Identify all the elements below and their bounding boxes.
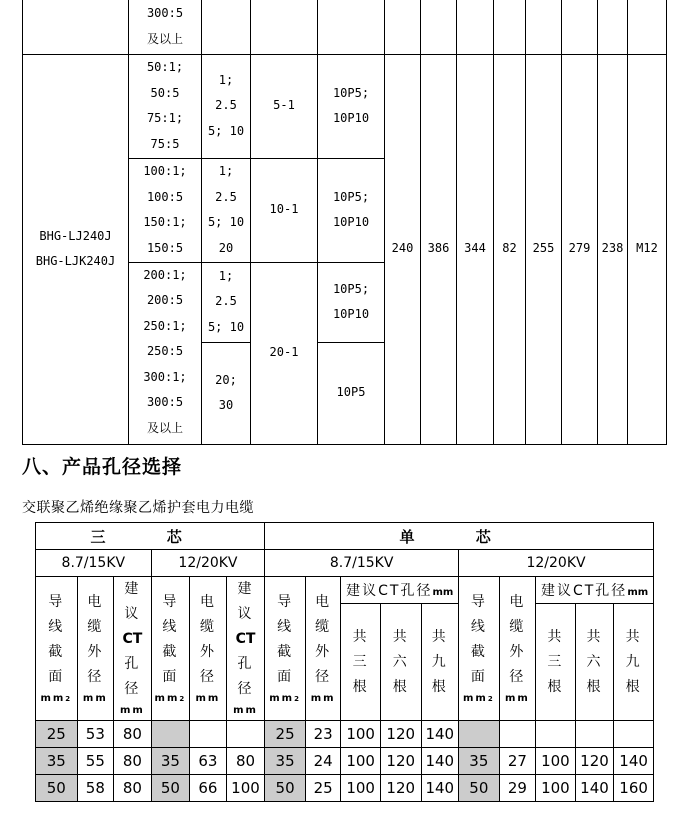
header-char: 截: [277, 643, 294, 660]
header-char: 外: [315, 643, 332, 660]
voltage-header: 12/20KV: [151, 550, 265, 577]
dimension-cell: 82: [494, 54, 526, 444]
ct-header-unit: mm: [627, 587, 649, 599]
current-line: 30: [218, 398, 234, 412]
current-line: 2.5: [215, 294, 237, 309]
class-cell: [318, 342, 385, 444]
header-char: 根: [625, 678, 642, 695]
voltage-header: 12/20KV: [459, 550, 654, 577]
cell: 80: [226, 748, 265, 775]
qty-six-header: [380, 604, 421, 721]
class-line: 10P5: [336, 385, 366, 400]
cell: 25: [36, 721, 78, 748]
bore-table: [35, 522, 654, 802]
header-char: 导: [48, 593, 65, 610]
blank-cell: [628, 0, 667, 54]
cell: 100: [341, 775, 381, 802]
header-char: CT: [122, 631, 143, 647]
diameter-col-header: [305, 577, 341, 721]
voltage-header: 8.7/15KV: [36, 550, 152, 577]
ct-header-unit: mm: [432, 587, 454, 599]
range-cell: 5-1: [251, 54, 318, 158]
current-line: 5; 10: [207, 215, 245, 229]
header-char: 六: [586, 653, 603, 670]
header-char: 共: [586, 628, 603, 645]
range-cell: 10-1: [251, 158, 318, 262]
header-char: 建: [124, 581, 141, 597]
current-cell: [202, 342, 251, 444]
ratio-cell: [129, 54, 202, 158]
ratio-line: 75:5: [150, 136, 180, 151]
table-row: [36, 721, 654, 748]
class-cell: [318, 54, 385, 158]
header-char: 共: [547, 628, 564, 645]
unit-label: [459, 690, 499, 708]
cell: 35: [265, 748, 306, 775]
header-char: 截: [470, 643, 487, 660]
cell: 160: [614, 775, 654, 802]
header-char: 线: [48, 618, 65, 635]
cell: 100: [226, 775, 265, 802]
qty-three-header: [536, 604, 576, 721]
cell: 35: [459, 748, 500, 775]
header-char: 根: [547, 678, 564, 695]
blank-cell: [385, 0, 421, 54]
ct-group-header: [536, 577, 654, 604]
cell: 50: [36, 775, 78, 802]
unit-sup: 2: [179, 694, 187, 703]
current-cell: [202, 262, 251, 342]
cell: 50: [459, 775, 500, 802]
header-char: 电: [509, 593, 526, 610]
range-cell: 20-1: [251, 262, 318, 444]
header-char: 九: [431, 653, 448, 670]
header-char: 根: [392, 678, 409, 695]
header-char: 缆: [87, 618, 104, 635]
unit-sup: 2: [487, 694, 495, 703]
unit-label: mm: [195, 692, 221, 704]
blank-cell: [562, 0, 598, 54]
header-char: 缆: [315, 618, 332, 635]
ratio-line: 及以上: [146, 420, 183, 435]
cell: 66: [190, 775, 227, 802]
section-title: 八、产品孔径选择: [22, 456, 183, 478]
ratio-line: 150:5: [146, 240, 184, 255]
ct-header-text: 建议CT孔径: [346, 583, 433, 600]
header-char: 议: [124, 606, 141, 622]
diameter-col-header: [77, 577, 114, 721]
cell: 55: [77, 748, 114, 775]
table-row: [36, 550, 654, 577]
current-line: 1;: [218, 72, 234, 87]
header-char: 面: [48, 668, 65, 685]
cell: 23: [305, 721, 341, 748]
current-line: 2.5: [215, 98, 237, 113]
model-line: BHG-LJ240J: [39, 228, 112, 243]
cell: 100: [341, 748, 381, 775]
ratio-cell: [129, 158, 202, 262]
current-line: 20;: [215, 372, 237, 387]
cell: [575, 721, 614, 748]
cell: 100: [341, 721, 381, 748]
unit-sup: 2: [294, 694, 301, 703]
unit-label: mm: [504, 692, 530, 704]
table-row: [23, 54, 667, 158]
header-char: 径: [509, 668, 526, 685]
section-col-header: [265, 577, 306, 721]
header-char: 径: [199, 668, 216, 685]
cell: [536, 721, 576, 748]
header-char: 孔: [237, 656, 254, 672]
ratio-line: 100:1;: [143, 164, 187, 178]
header-char: 线: [470, 618, 487, 635]
ct-col-header: [114, 577, 152, 721]
header-char: 九: [625, 653, 642, 670]
current-line: 5; 10: [207, 123, 245, 138]
three-core-header: 三 芯: [36, 523, 265, 550]
table-row: [36, 577, 654, 604]
cell: 53: [77, 721, 114, 748]
class-line: 10P10: [332, 215, 370, 229]
section-col-header: [36, 577, 78, 721]
blank-cell: [421, 0, 457, 54]
class-cell: [318, 262, 385, 342]
ratio-line: 250:5: [146, 344, 184, 358]
cell: 27: [499, 748, 536, 775]
header-char: 径: [237, 681, 254, 697]
cell: [226, 721, 265, 748]
header-char: 导: [470, 593, 487, 610]
header-char: 外: [87, 643, 104, 660]
model-line: BHG-LJK240J: [35, 254, 116, 268]
unit-text: mm: [269, 692, 295, 704]
cell: 35: [36, 748, 78, 775]
ratio-cell: [129, 0, 202, 54]
ratio-line: 300:5: [146, 6, 184, 21]
header-char: 三: [547, 653, 564, 670]
diameter-col-header: [190, 577, 227, 721]
qty-nine-header: [421, 604, 459, 721]
header-char: 缆: [199, 618, 216, 635]
unit-text: mm: [40, 692, 66, 704]
ratio-line: 及以上: [146, 31, 183, 46]
table-row: [36, 523, 654, 550]
header-char: 根: [586, 678, 603, 695]
unit-label: mm: [119, 705, 145, 716]
ratio-line: 75:1;: [146, 111, 184, 125]
ratio-line: 300:5: [146, 395, 184, 409]
voltage-header: 8.7/15KV: [265, 550, 459, 577]
header-char: CT: [235, 631, 256, 647]
unit-text: mm: [462, 692, 488, 704]
current-line: 20: [218, 240, 234, 255]
dimension-cell: 238: [598, 54, 628, 444]
header-char: 截: [48, 643, 65, 660]
header-char: 电: [199, 593, 216, 610]
model-cell: [23, 54, 129, 444]
ratio-line: 250:1;: [143, 318, 187, 333]
unit-label: mm: [82, 692, 108, 704]
dimension-cell: 344: [457, 54, 494, 444]
header-char: 导: [162, 593, 179, 610]
blank-cell: [526, 0, 562, 54]
class-line: 10P10: [332, 307, 370, 321]
ct-header-text: 建议CT孔径: [540, 583, 628, 600]
header-char: 六: [392, 653, 409, 670]
header-char: 缆: [509, 618, 526, 635]
ratio-line: 50:5: [150, 85, 180, 100]
single-core-header: 单 芯: [265, 523, 654, 550]
qty-nine-header: [614, 604, 654, 721]
blank-cell: [202, 0, 251, 54]
cell: 120: [380, 748, 421, 775]
cell: [614, 721, 654, 748]
current-line: 5; 10: [207, 319, 245, 334]
cell: 35: [151, 748, 190, 775]
header-char: 外: [509, 643, 526, 660]
cell: 58: [77, 775, 114, 802]
cable-caption: 交联聚乙烯绝缘聚乙烯护套电力电缆: [22, 500, 254, 516]
cell: 24: [305, 748, 341, 775]
header-char: 孔: [124, 656, 141, 672]
qty-six-header: [575, 604, 614, 721]
blank-cell: [251, 0, 318, 54]
header-char: 导: [277, 593, 294, 610]
header-char: 共: [392, 628, 409, 645]
header-char: 面: [470, 668, 487, 685]
ct-group-header: [341, 577, 459, 604]
current-line: 1;: [218, 268, 234, 283]
current-line: 2.5: [215, 189, 237, 204]
ratio-line: 300:1;: [143, 369, 187, 384]
cell: 25: [265, 721, 306, 748]
dimension-cell: M12: [628, 54, 667, 444]
class-line: 10P10: [332, 111, 370, 125]
dimension-cell: 255: [526, 54, 562, 444]
cell: 120: [380, 775, 421, 802]
blank-cell: [457, 0, 494, 54]
cell: 140: [421, 748, 459, 775]
class-line: 10P5;: [332, 281, 370, 296]
cell: 140: [421, 721, 459, 748]
cell: 50: [151, 775, 190, 802]
cell: 140: [614, 748, 654, 775]
ratio-line: 50:1;: [146, 60, 184, 74]
table-row: [36, 775, 654, 802]
cell: [459, 721, 500, 748]
table-row: [36, 748, 654, 775]
current-cell: [202, 54, 251, 158]
header-char: 建: [237, 581, 254, 597]
ratio-line: 200:5: [146, 293, 184, 307]
blank-cell: [598, 0, 628, 54]
cell: [190, 721, 227, 748]
cell: 120: [575, 748, 614, 775]
diameter-col-header: [499, 577, 536, 721]
cell: 80: [114, 775, 152, 802]
header-char: 根: [352, 678, 369, 695]
header-char: 共: [625, 628, 642, 645]
table-row: [23, 0, 667, 54]
header-char: 线: [277, 618, 294, 635]
unit-text: mm: [154, 692, 180, 704]
cell: 140: [575, 775, 614, 802]
cell: [499, 721, 536, 748]
header-char: 面: [277, 668, 294, 685]
header-char: 外: [199, 643, 216, 660]
header-char: 线: [162, 618, 179, 635]
header-char: 面: [162, 668, 179, 685]
dimension-cell: 240: [385, 54, 421, 444]
header-char: 电: [315, 593, 332, 610]
header-char: 共: [431, 628, 448, 645]
cell: 25: [305, 775, 341, 802]
unit-label: mm: [233, 705, 258, 716]
current-cell: [202, 158, 251, 262]
class-cell: [318, 158, 385, 262]
cell: 120: [380, 721, 421, 748]
cell: [151, 721, 190, 748]
unit-label: [36, 690, 77, 708]
ratio-cell: [129, 262, 202, 444]
qty-three-header: [341, 604, 381, 721]
spec-table: [22, 0, 667, 445]
header-char: 截: [162, 643, 179, 660]
ratio-line: 150:1;: [143, 215, 187, 229]
cell: 50: [265, 775, 306, 802]
cell: 100: [536, 748, 576, 775]
ct-col-header: [226, 577, 265, 721]
cell: 29: [499, 775, 536, 802]
dimension-cell: 279: [562, 54, 598, 444]
ratio-line: 100:5: [146, 189, 184, 204]
cell: 80: [114, 748, 152, 775]
unit-sup: 2: [65, 694, 73, 703]
header-char: 根: [431, 678, 448, 695]
cell: 80: [114, 721, 152, 748]
blank-cell: [318, 0, 385, 54]
unit-label: mm: [310, 692, 336, 704]
unit-label: [152, 690, 190, 708]
header-char: 电: [87, 593, 104, 610]
header-char: 径: [124, 681, 141, 697]
cell: 100: [536, 775, 576, 802]
class-line: 10P5;: [332, 85, 370, 100]
header-char: 径: [87, 668, 104, 685]
ratio-line: 200:1;: [143, 267, 187, 282]
header-char: 径: [315, 668, 332, 685]
unit-label: [265, 690, 305, 708]
section-col-header: [151, 577, 190, 721]
header-char: 三: [352, 653, 369, 670]
section-col-header: [459, 577, 500, 721]
current-line: 1;: [218, 164, 234, 178]
header-char: 议: [237, 606, 254, 622]
model-cell-blank: [23, 0, 129, 54]
class-line: 10P5;: [332, 189, 370, 204]
cell: 63: [190, 748, 227, 775]
header-char: 共: [352, 628, 369, 645]
blank-cell: [494, 0, 526, 54]
cell: 140: [421, 775, 459, 802]
dimension-cell: 386: [421, 54, 457, 444]
